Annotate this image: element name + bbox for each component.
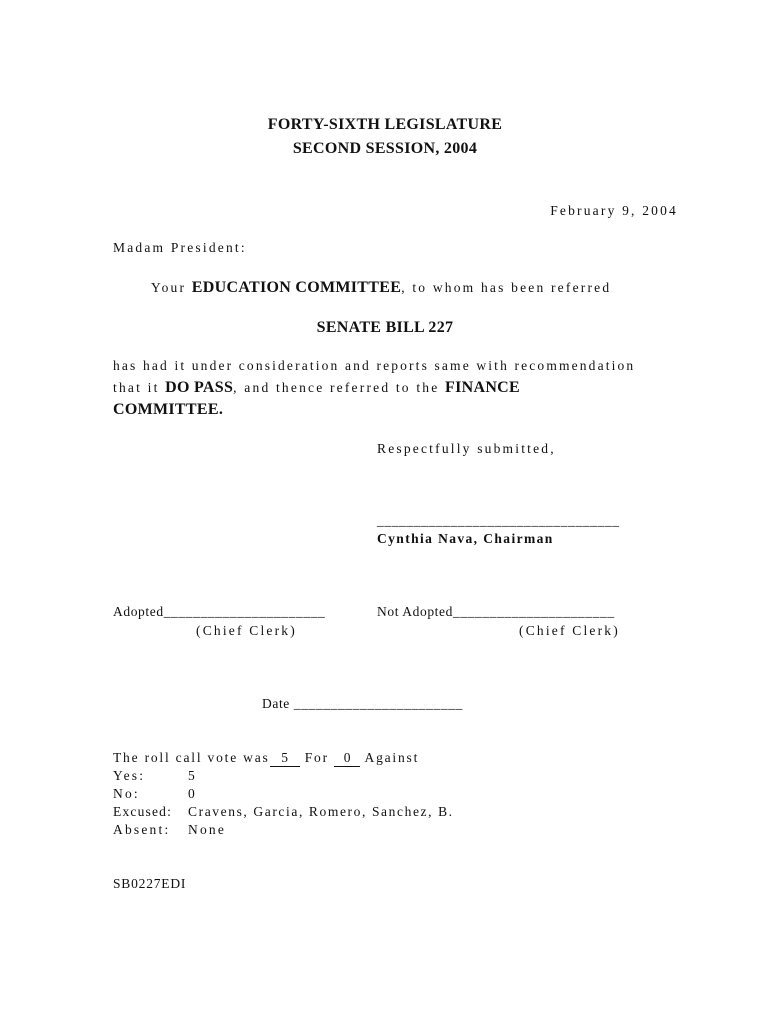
session-title: SECOND SESSION, 2004 [292, 140, 478, 157]
against-label: Against [364, 750, 420, 765]
excused-value: Cravens, Garcia, Romero, Sanchez, B. [188, 804, 454, 819]
absent-label: Absent: [113, 822, 171, 837]
committee-name: EDUCATION COMMITTEE [191, 279, 402, 296]
document-id: SB0227EDI [113, 876, 187, 891]
body-line-1: has had it under consideration and reports same with recommendation [113, 358, 636, 373]
intro-line [151, 279, 611, 297]
date-line: Date _______________________ [262, 696, 463, 711]
bill-title: SENATE BILL 227 [316, 319, 454, 336]
respectfully-submitted: Respectfully submitted, [377, 441, 556, 456]
for-label: For [304, 750, 329, 765]
intro-rest: , to whom has been referred [401, 280, 612, 295]
yes-label: Yes: [113, 768, 146, 783]
against-count: 0 [334, 750, 360, 767]
no-value: 0 [188, 786, 197, 801]
finance-committee: FINANCE [445, 379, 521, 396]
body-referred: , and thence referred to the [233, 380, 440, 395]
body-line-3: COMMITTEE. [113, 401, 224, 418]
adopted-line: Adopted______________________ [113, 604, 326, 619]
no-label: No: [113, 786, 140, 801]
legislature-title: FORTY-SIXTH LEGISLATURE [267, 116, 503, 133]
intro-your: Your [151, 280, 187, 295]
absent-value: None [188, 822, 227, 837]
chief-clerk-left: (Chief Clerk) [196, 623, 297, 638]
chairman-name: Cynthia Nava, Chairman [377, 531, 554, 546]
signature-line: _________________________________ [377, 513, 620, 528]
do-pass: DO PASS [165, 379, 234, 396]
roll-call-line [113, 750, 419, 767]
body-that-it: that it [113, 380, 160, 395]
body-line-2 [113, 379, 520, 397]
roll-call-prefix: The roll call vote was [113, 750, 270, 765]
salutation: Madam President: [113, 240, 247, 255]
report-date: February 9, 2004 [550, 203, 678, 218]
chief-clerk-right: (Chief Clerk) [519, 623, 620, 638]
yes-value: 5 [188, 768, 197, 783]
not-adopted-line: Not Adopted______________________ [377, 604, 615, 619]
for-count: 5 [270, 750, 300, 767]
excused-label: Excused: [113, 804, 173, 819]
